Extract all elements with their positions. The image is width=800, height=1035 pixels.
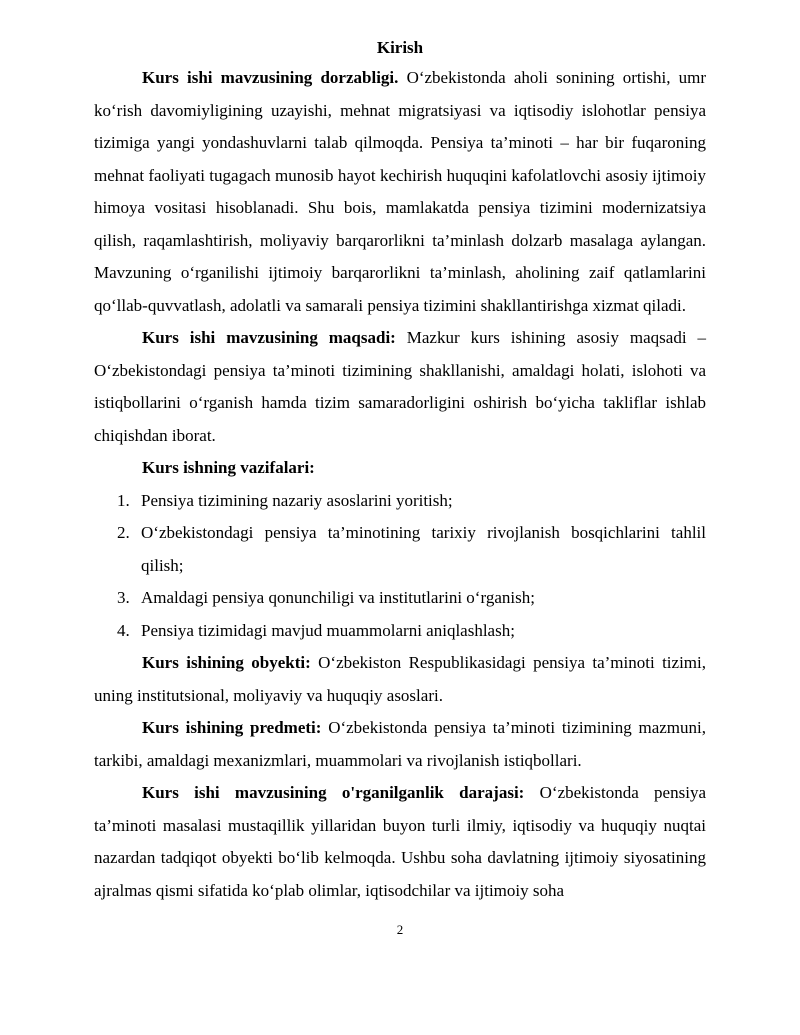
list-item-text: Pensiya tizimidagi mavjud muammolarni aniqlashlash; [141, 620, 515, 640]
page-content [94, 34, 706, 907]
list-item [94, 615, 706, 648]
object-text: O‘zbekiston Respublikasidagi pensiya ta’minoti tizimi, uning institutsional, moliyaviy va huquqiy asoslari. [94, 653, 706, 705]
relevance-paragraph [94, 62, 706, 322]
goal-paragraph [94, 322, 706, 452]
page-number: 2 [396, 922, 404, 937]
studied-text: O‘zbekistonda pensiya ta’minoti masalasi mustaqillik yillaridan buyon turli ilmiy, iqtisodiy va huquqiy nuqtai nazardan tadqiqot obyekti bo‘lib kelmoqda. Ushbu soha davlatning ijtimoiy siyosatining ajralmas qismi sifatida ko‘plab olimlar, iqtisodchilar va ijtimoiy soha [94, 783, 706, 900]
subject-text: O‘zbekistonda pensiya ta’minoti tizimining mazmuni, tarkibi, amaldagi mexanizmlari, muammolari va rivojlanish istiqbollari. [94, 718, 706, 770]
object-heading: Kurs ishining obyekti: [142, 653, 311, 672]
subject-heading: Kurs ishining predmeti: [142, 718, 322, 737]
tasks-list [94, 485, 706, 648]
subject-paragraph [94, 712, 706, 777]
list-item-number: 1. [117, 490, 130, 510]
studied-paragraph [94, 777, 706, 907]
list-item [94, 582, 706, 615]
goal-heading: Kurs ishi mavzusining maqsadi: [142, 328, 396, 347]
list-item-number: 3. [117, 588, 130, 607]
list-item-text: O‘zbekistondagi pensiya ta’minotining tarixiy rivojlanish bosqichlarini tahlil qilish; [141, 523, 706, 575]
studied-heading: Kurs ishi mavzusining o'rganilganlik darajasi: [142, 783, 525, 802]
list-item-text: Amaldagi pensiya qonunchiligi va institutlarini o‘rganish; [141, 588, 535, 607]
list-item-text: Pensiya tizimining nazariy asoslarini yoritish; [141, 490, 453, 510]
tasks-heading: Kurs ishning vazifalari: [142, 458, 315, 477]
list-item [94, 485, 706, 518]
object-paragraph [94, 647, 706, 712]
page-title: Kirish [376, 38, 424, 57]
list-item-number: 2. [117, 523, 130, 542]
relevance-text: O‘zbekistonda aholi sonining ortishi, umr ko‘rish davomiyligining uzayishi, mehnat migratsiyasi va iqtisodiy islohotlar pensiya tizimiga yangi yondashuvlarni talab qilmoqda. Pensiya ta’minoti – har bir fuqaroning mehnat faoliyati tugagach munosib hayot kechirish huquqini kafolatlovchi asosiy ijtimoiy himoya vositasi hisoblanadi. Shu bois, mamlakatda pensiya tizimini modernizatsiya qilish, raqamlashtirish, moliyaviy barqarorlikni ta’minlash dolzarb masalaga aylangan. Mavzuning o‘rganilishi ijtimoiy barqarorlikni ta’minlash, aholining zaif qatlamlarini qo‘llab-quvvatlash, adolatli va samarali pensiya tizimini shakllantirishga xizmat qiladi. [94, 68, 706, 315]
goal-text: Mazkur kurs ishining asosiy maqsadi – O‘zbekistondagi pensiya ta’minoti tizimining shakllanishi, amaldagi holati, islohoti va istiqbollarini o‘rganish hamda tizim samaradorligini oshirish bo‘yicha takliflar ishlab chiqishdan iborat. [94, 328, 706, 445]
list-item-number: 4. [117, 620, 130, 640]
relevance-heading: Kurs ishi mavzusining dorzabligi. [142, 68, 399, 87]
list-item [94, 517, 706, 582]
